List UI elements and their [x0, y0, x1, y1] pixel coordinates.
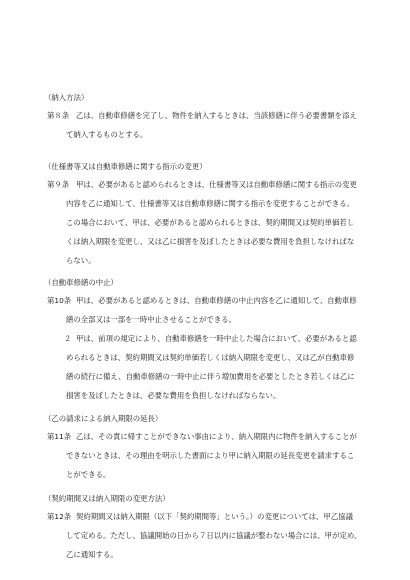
article-number: 第11条	[47, 432, 72, 441]
article-heading: （乙の請求による納入期限の延長）	[44, 414, 163, 423]
article-line: て納入するものとする。	[66, 130, 148, 139]
article-line: この場合において、甲は、必要があると認められるときは、契約期間又は契約単価若し	[66, 218, 355, 227]
article-heading: （契約期間又は納入期限の変更方法）	[44, 494, 170, 503]
article-number: 第９条	[47, 180, 70, 189]
article-line: 内容を乙に通知して、仕様書等又は自動車修繕に関する指示を変更することができる。	[66, 199, 355, 208]
paragraph-number: ２	[64, 334, 72, 343]
article-heading: （納入方法）	[44, 93, 89, 102]
article-number: 第８条	[47, 111, 70, 120]
article-line: 乙に通知する。	[66, 550, 118, 559]
article-line: くは納入期限を変更し、又は乙に損害を及ぼしたときは必要な費用を負担しなければな	[66, 237, 355, 246]
article-line: 甲は、必要があると認められるときは、仕様書等又は自動車修繕に関する指示の変更	[76, 180, 357, 189]
article-number: 第10条	[47, 296, 72, 305]
article-line: とができる。	[66, 470, 111, 479]
paragraph-line: められるときは、契約期間又は契約単価若しくは納入期限を変更し、又は乙が自動車修	[66, 353, 355, 362]
article-line: 甲は、必要があると認めるときは、自動車修繕の中止内容を乙に通知して、自動車修	[76, 296, 357, 305]
article-line: できないときは、その理由を明示した書面により甲に納入期限の延長変更を請求するこ	[66, 451, 355, 460]
article-line: 乙は、その責に帰すことができない事由により、納入期限内に物件を納入することが	[76, 432, 357, 441]
article-line: 契約期間又は納入期限（以下「契約期間等」という。）の変更については、甲乙協議	[76, 512, 353, 521]
article-line: らない。	[66, 256, 96, 265]
paragraph-line: 損害を及ぼしたときは、必要な費用を負担しなければならない。	[66, 391, 281, 400]
article-heading: （仕様書等又は自動車修繕に関する指示の変更）	[44, 162, 207, 171]
article-line: して定める。ただし、協議開始の日から７日以内に協議が整わない場合には、甲が定め、	[66, 531, 362, 540]
paragraph-line: 繕の続行に備え、自動車修繕の一時中止に伴う増加費用を必要としたとき若しくは乙に	[66, 372, 355, 381]
article-heading: （自動車修繕の中止）	[44, 278, 118, 287]
article-line: 繕の全部又は一部を一時中止させることができる。	[66, 315, 236, 324]
article-line: 乙は、自動車修繕を完了し、物件を納入するときは、当該修繕に伴う必要書類を添え	[76, 111, 357, 120]
paragraph-line: 甲は、前項の規定により、自動車修繕を一時中止した場合において、必要があると認	[76, 334, 357, 343]
article-number: 第12条	[47, 512, 72, 521]
